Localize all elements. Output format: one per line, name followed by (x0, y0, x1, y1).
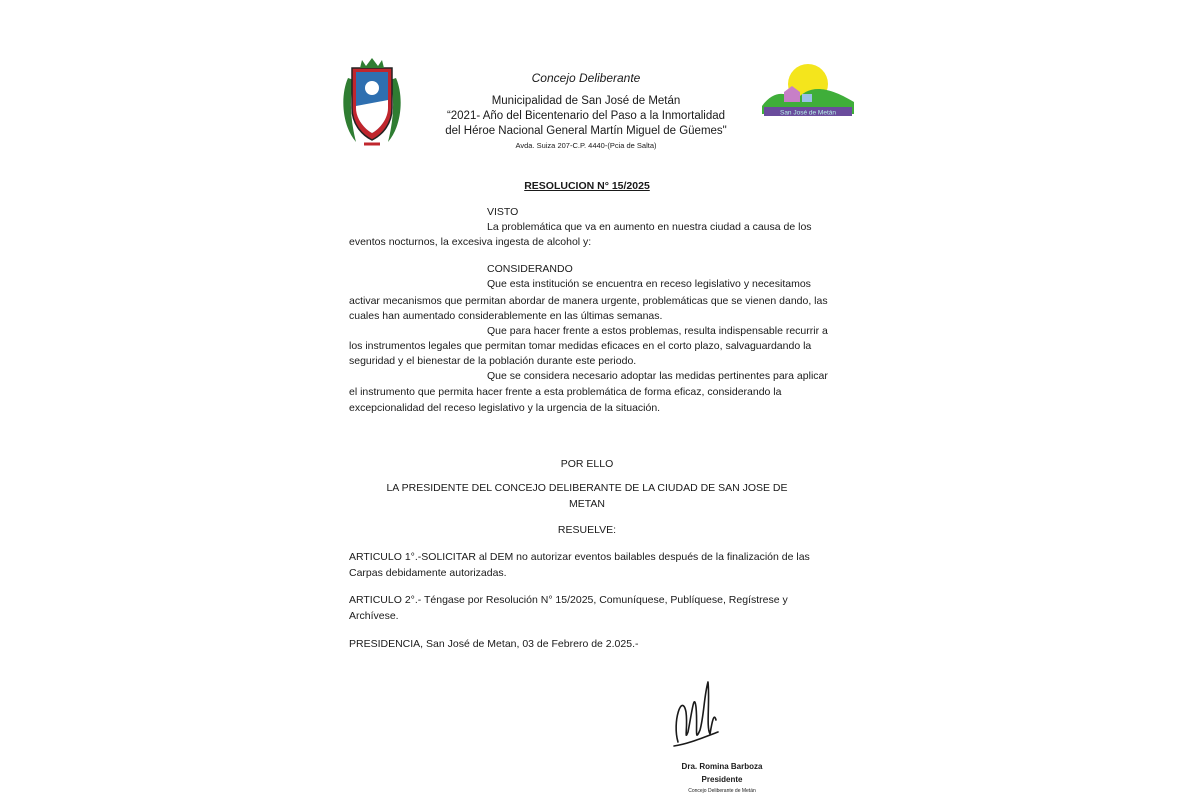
signer-role: Presidente (701, 775, 743, 784)
visto-line2: eventos nocturnos, la excesiva ingesta de alcohol y: (349, 236, 592, 248)
considerando-p2-line1: Que para hacer frente a estos problemas, resulta indispensable recurrir a (487, 325, 828, 337)
council-name: Concejo Deliberante (531, 71, 641, 85)
considerando-p1-line1: Que esta institución se encuentra en receso legislativo y necesitamos (487, 278, 811, 290)
por-ello: POR ELLO (560, 458, 614, 470)
considerando-p3-line3: excepcionalidad del receso legislativo y la urgencia de la situación. (349, 402, 661, 414)
signature-scribble (668, 672, 722, 758)
presidencia-line: PRESIDENCIA, San José de Metan, 03 de Febrero de 2.025.- (349, 638, 639, 650)
visto-line1: La problemática que va en aumento en nuestra ciudad a causa de los (487, 221, 812, 233)
president-line1: LA PRESIDENTE DEL CONCEJO DELIBERANTE DE LA CIUDAD DE SAN JOSE DE (386, 482, 788, 494)
signer-organization: Concejo Deliberante de Metán (688, 788, 756, 794)
address: Avda. Suiza 207-C.P. 4440-(Pcia de Salta) (515, 141, 657, 150)
visto-heading: VISTO (487, 206, 519, 218)
considerando-heading: CONSIDERANDO (487, 263, 573, 275)
municipality-logo (762, 62, 854, 118)
year-motto-line1: “2021- Año del Bicentenario del Paso a la Inmortalidad (446, 110, 726, 122)
signer-name: Dra. Romina Barboza (681, 762, 763, 771)
articulo1-line1: ARTICULO 1°.-SOLICITAR al DEM no autorizar eventos bailables después de la finalización de las (349, 551, 810, 563)
considerando-p3-line2: el instrumento que permita hacer frente a esta problemática de forma eficaz, considerando la (349, 386, 782, 398)
resuelve-heading: RESUELVE: (557, 524, 617, 536)
coat-of-arms-icon (342, 56, 402, 148)
year-motto-line2: del Héroe Nacional General Martín Miguel de Güemes" (445, 125, 727, 137)
considerando-p1-line2: activar mecanismos que permitan abordar de manera urgente, problemáticas que se vienen dando, las (349, 295, 828, 307)
municipality-name: Municipalidad de San José de Metán (491, 95, 681, 107)
considerando-p2-line3: seguridad y el bienestar de la población durante este periodo. (349, 355, 637, 367)
considerando-p3-line1: Que se considera necesario adoptar las medidas pertinentes para aplicar (487, 370, 828, 382)
articulo2-line2: Archívese. (349, 610, 399, 622)
considerando-p2-line2: los instrumentos legales que permitan tomar medidas eficaces en el corto plazo, salvaguardando la (349, 340, 812, 352)
logo-text: San José de Metán (779, 109, 837, 117)
resolution-title: RESOLUCION N° 15/2025 (524, 180, 650, 192)
considerando-p1-line3: cuales han aumentado considerablemente en las últimas semanas. (349, 310, 663, 322)
president-line2: METAN (569, 498, 605, 510)
articulo2-line1: ARTICULO 2°.- Téngase por Resolución N° 15/2025, Comuníquese, Publíquese, Regístrese y (349, 594, 788, 606)
articulo1-line2: Carpas debidamente autorizadas. (349, 567, 507, 579)
